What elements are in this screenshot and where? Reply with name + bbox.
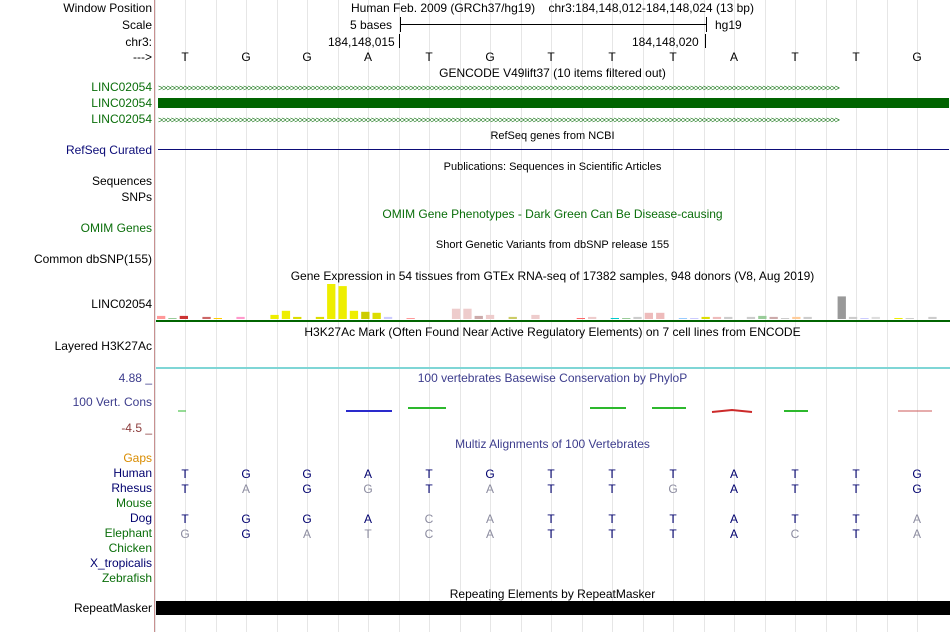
gencode-track-title: GENCODE V49lift37 (10 items filtered out) [439, 66, 666, 80]
alignment-base: T [669, 512, 677, 526]
species-label[interactable]: X_tropicalis [89, 556, 152, 570]
gtex-gene-model [156, 320, 950, 322]
strand-label: ---> [133, 50, 152, 64]
gtex-tissue-bar[interactable] [361, 312, 369, 319]
gtex-tissue-bar[interactable] [316, 317, 324, 319]
gtex-tissue-bar[interactable] [339, 286, 347, 319]
omim-track-label[interactable]: OMIM Genes [80, 221, 152, 235]
alignment-base: T [669, 467, 677, 481]
gencode-item-label-2[interactable]: LINC02054 [91, 96, 152, 110]
h3k27-track-title: H3K27Ac Mark (Often Found Near Active Regulatory Elements) on 7 cell lines from ENCODE [304, 325, 801, 339]
alignment-base: G [241, 467, 251, 481]
gtex-tissue-bar[interactable] [622, 318, 630, 319]
gtex-tissue-bar[interactable] [407, 318, 415, 319]
gtex-tissue-bar[interactable] [724, 317, 732, 319]
label-divider [154, 0, 155, 632]
gtex-tissue-bar[interactable] [611, 318, 619, 319]
gtex-tissue-bar[interactable] [282, 311, 290, 319]
gtex-tissue-bar[interactable] [906, 318, 914, 319]
sequence-base: T [425, 50, 433, 64]
gtex-tissue-bar[interactable] [531, 315, 539, 319]
gencode-item-label-1[interactable]: LINC02054 [91, 80, 152, 94]
repeatmasker-track-title: Repeating Elements by RepeatMasker [449, 587, 656, 601]
gtex-tissue-bar[interactable] [463, 309, 471, 319]
gtex-tissue-bar[interactable] [781, 318, 789, 319]
alignment-base: A [241, 482, 250, 496]
refseq-track-title: RefSeq genes from NCBI [490, 130, 615, 142]
gtex-tissue-bar[interactable] [327, 284, 335, 319]
gtex-tissue-bar[interactable] [804, 317, 812, 319]
h3k27-track-label[interactable]: Layered H3K27Ac [54, 339, 152, 353]
alignment-base: A [363, 467, 372, 481]
alignment-base: T [547, 527, 555, 541]
gtex-tissue-bar[interactable] [747, 317, 755, 319]
sequences-track-label[interactable]: Sequences [91, 174, 152, 188]
scale-bar-right-tick [706, 17, 707, 32]
gtex-tissue-bar[interactable] [350, 311, 358, 319]
gtex-track-label[interactable]: LINC02054 [91, 297, 152, 311]
alignment-base: T [608, 482, 616, 496]
alignment-base: T [608, 467, 616, 481]
alignment-base: T [852, 527, 860, 541]
gtex-tissue-bar[interactable] [577, 318, 585, 319]
scale-label: Scale [121, 18, 152, 32]
conservation-plot[interactable] [156, 400, 950, 420]
alignment-base: A [485, 482, 494, 496]
alignment-base: G [302, 467, 312, 481]
sequence-base: A [363, 50, 372, 64]
gtex-tissue-bar[interactable] [758, 316, 766, 319]
coord-right: 184,148,020 [632, 35, 699, 49]
gtex-tissue-bar[interactable] [713, 317, 721, 319]
alignment-base: T [608, 512, 616, 526]
sequence-base: G [302, 50, 312, 64]
alignment-base: C [790, 527, 800, 541]
gtex-tissue-bar[interactable] [168, 318, 176, 319]
species-label[interactable]: Rhesus [111, 481, 152, 495]
refseq-gene-line[interactable] [158, 149, 949, 150]
gtex-tissue-bar[interactable] [690, 318, 698, 319]
alignment-base: A [485, 527, 494, 541]
alignment-base: T [791, 512, 799, 526]
gtex-tissue-bar[interactable] [270, 315, 278, 319]
alignment-base: T [547, 467, 555, 481]
alignment-base: G [668, 482, 678, 496]
h3k27-signal-baseline[interactable] [156, 367, 950, 369]
refseq-track-label[interactable]: RefSeq Curated [65, 143, 152, 157]
alignment-base: A [302, 527, 311, 541]
sequence-base: A [729, 50, 738, 64]
gtex-tissue-bar[interactable] [770, 317, 778, 319]
multiz-track-title: Multiz Alignments of 100 Vertebrates [455, 437, 650, 451]
gtex-tissue-bar[interactable] [486, 315, 494, 319]
alignment-base: T [547, 482, 555, 496]
gtex-tissue-bar[interactable] [928, 317, 936, 319]
alignment-base: A [912, 527, 921, 541]
alignment-base: T [181, 467, 189, 481]
alignment-base: G [912, 482, 922, 496]
gtex-tissue-bar[interactable] [236, 317, 244, 319]
gtex-tissue-bar[interactable] [202, 317, 210, 319]
alignment-base: T [425, 482, 433, 496]
scale-text: 5 bases [350, 18, 393, 32]
scale-db: hg19 [715, 18, 742, 32]
gtex-tissue-bar[interactable] [509, 317, 517, 319]
assembly-text: Human Feb. 2009 (GRCh37/hg19) [351, 1, 536, 15]
alignment-base: G [302, 512, 312, 526]
alignment-base: G [485, 467, 495, 481]
species-label[interactable]: Chicken [108, 541, 152, 555]
alignment-base: T [547, 512, 555, 526]
dbsnp-track-title: Short Genetic Variants from dbSNP release 155 [435, 239, 670, 251]
alignment-base: T [425, 467, 433, 481]
gtex-tissue-bar[interactable] [180, 316, 188, 319]
alignment-base: G [180, 527, 190, 541]
sequence-base: T [547, 50, 555, 64]
alignment-base: A [729, 482, 738, 496]
species-label[interactable]: Mouse [115, 496, 152, 510]
coord-left: 184,148,015 [328, 35, 395, 49]
gtex-tissue-bar[interactable] [792, 317, 800, 319]
sequence-base: G [241, 50, 251, 64]
species-label[interactable]: Elephant [104, 526, 152, 540]
gtex-tissue-bar[interactable] [588, 317, 596, 319]
gtex-tissue-bar[interactable] [157, 316, 165, 319]
species-label[interactable]: Zebrafish [101, 571, 152, 585]
alignment-base: T [791, 467, 799, 481]
sequence-base: T [852, 50, 860, 64]
gtex-tissue-bar[interactable] [384, 317, 392, 319]
alignment-base: T [852, 467, 860, 481]
cons-track-title: 100 vertebrates Basewise Conservation by PhyloP [417, 371, 688, 385]
gencode-transcript-3[interactable]: >>>>>>>>>>>>>>>>>>>>>>>>>>>>>>>>>>>>>>>>>>>>>>>>>>>>>>>>>>>>>>>>>>>>>>>>>>>>>>>>>>>>>>>>>>>>>>>>>>>>>>>>>>>>>>>>>>>>>>>>>>>>>>>>>>>>>>>>>>>>>>>>>>>>>>>>>>>>>>>> [158, 115, 839, 125]
gencode-item-label-3[interactable]: LINC02054 [91, 112, 152, 126]
cons-mark [712, 410, 752, 412]
alignment-base: G [241, 512, 251, 526]
gtex-tissue-bar[interactable] [656, 313, 664, 319]
gtex-tissue-bar[interactable] [849, 317, 857, 319]
alignment-base: A [729, 467, 738, 481]
alignment-base: G [241, 527, 251, 541]
alignment-base: G [912, 467, 922, 481]
gtex-tissue-bar[interactable] [860, 318, 868, 319]
chrom-label: chr3: [125, 35, 152, 49]
gtex-tissue-bar[interactable] [475, 316, 483, 319]
gtex-tissue-bar[interactable] [645, 313, 653, 319]
gencode-transcript-1[interactable]: >>>>>>>>>>>>>>>>>>>>>>>>>>>>>>>>>>>>>>>>>>>>>>>>>>>>>>>>>>>>>>>>>>>>>>>>>>>>>>>>>>>>>>>>>>>>>>>>>>>>>>>>>>>>>>>>>>>>>>>>>>>>>>>>>>>>>>>>>>>>>>>>>>>>>>>>>>>>>>>> [158, 83, 839, 93]
alignment-base: C [424, 512, 434, 526]
gtex-tissue-bar[interactable] [373, 313, 381, 319]
sequence-base: G [912, 50, 922, 64]
repeatmasker-track-label[interactable]: RepeatMasker [73, 601, 152, 615]
sequence-base: T [791, 50, 799, 64]
repeat-element-bar[interactable] [156, 601, 950, 615]
alignment-base: T [852, 482, 860, 496]
gtex-track-title: Gene Expression in 54 tissues from GTEx RNA-seq of 17382 samples, 948 donors (V8, Aug 2019) [290, 269, 815, 283]
gtex-expression-chart[interactable] [156, 282, 950, 323]
gtex-tissue-bar[interactable] [894, 318, 902, 319]
window-position-label: Window Position [63, 1, 152, 15]
alignment-base: A [912, 512, 921, 526]
alignment-base: T [669, 527, 677, 541]
dbsnp-track-label[interactable]: Common dbSNP(155) [33, 252, 152, 266]
alignment-base: C [424, 527, 434, 541]
cons-track-label[interactable]: 100 Vert. Cons [72, 395, 152, 409]
gtex-tissue-bar[interactable] [214, 318, 222, 319]
coord-left-tick [399, 34, 400, 48]
alignment-base: A [485, 512, 494, 526]
alignment-base: A [363, 512, 372, 526]
sequence-base: T [608, 50, 616, 64]
cons-max-label: 4.88 _ [118, 371, 152, 385]
position-text: chr3:184,148,012-184,148,024 (13 bp) [548, 1, 754, 15]
alignment-base: A [729, 512, 738, 526]
alignment-base: A [729, 527, 738, 541]
species-label[interactable]: Gaps [123, 451, 152, 465]
snps-track-label[interactable]: SNPs [121, 190, 152, 204]
alignment-base: T [181, 512, 189, 526]
gtex-tissue-bar[interactable] [293, 317, 301, 319]
alignment-base: T [791, 482, 799, 496]
position-header [156, 1, 949, 15]
alignment-base: T [181, 482, 189, 496]
omim-track-title: OMIM Gene Phenotypes - Dark Green Can Be Disease-causing [382, 207, 723, 221]
publications-track-title: Publications: Sequences in Scientific Articles [443, 161, 662, 173]
alignment-base: T [608, 527, 616, 541]
alignment-base: T [852, 512, 860, 526]
alignment-base: G [363, 482, 373, 496]
gtex-tissue-bar[interactable] [872, 317, 880, 319]
alignment-base: G [302, 482, 312, 496]
species-label[interactable]: Human [113, 466, 152, 480]
gtex-tissue-bar[interactable] [702, 317, 710, 319]
alignment-base: T [364, 527, 372, 541]
sequence-base: T [669, 50, 677, 64]
gtex-tissue-bar[interactable] [838, 296, 846, 319]
gtex-tissue-bar[interactable] [679, 318, 687, 319]
gtex-tissue-bar[interactable] [633, 317, 641, 319]
scale-bar [400, 24, 706, 25]
gtex-tissue-bar[interactable] [452, 309, 460, 319]
gencode-transcript-2[interactable] [158, 98, 949, 108]
species-label[interactable]: Dog [129, 511, 152, 525]
sequence-base: T [181, 50, 189, 64]
cons-min-label: -4.5 _ [121, 421, 152, 435]
coord-right-tick [705, 34, 706, 48]
sequence-base: G [485, 50, 495, 64]
